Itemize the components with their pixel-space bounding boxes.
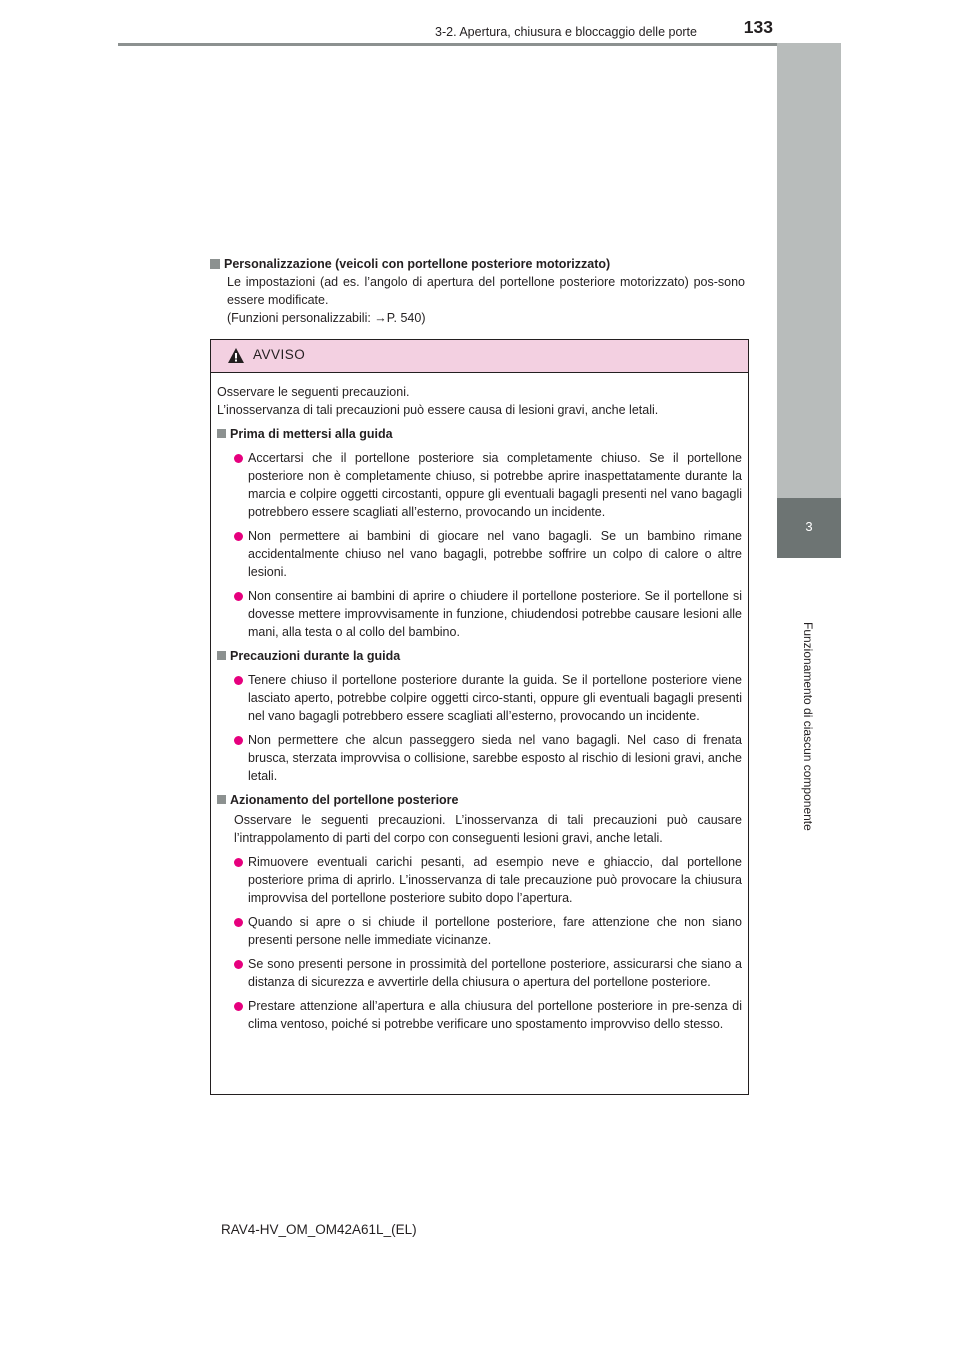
section-title: 3-2. Apertura, chiusura e bloccaggio delle porte (435, 25, 697, 39)
square-bullet-icon (217, 651, 226, 660)
warning-section-heading-text: Prima di mettersi alla guida (230, 427, 393, 441)
chapter-title: Funzionamento di ciascun componente (801, 622, 815, 831)
warning-bullet (217, 731, 742, 785)
warning-section-heading (217, 647, 742, 665)
warning-section-heading-text: Azionamento del portellone posteriore (230, 793, 459, 807)
warning-section-text: Osservare le seguenti precauzioni. L’inosservanza di tali precauzioni può causare l’intrappolamento di parti del corpo con conseguenti lesioni gravi, anche letali. (234, 813, 742, 845)
bullet-dot-icon (234, 918, 243, 927)
warning-section-heading (217, 425, 742, 443)
warning-bullet-text: Rimuovere eventuali carichi pesanti, ad esempio neve e ghiaccio, dal portellone posteriore prima di aprirlo. L’inosservanza di tale precauzione può provocare la chiusura improvvisa del portellone posteriore subito dopo l’apertura. (248, 855, 742, 905)
square-bullet-icon (210, 259, 220, 269)
warning-bullet (217, 955, 742, 991)
warning-bullet (217, 671, 742, 725)
warning-bullet-text: Accertarsi che il portellone posteriore sia completamente chiuso. Se il portellone posteriore non è completamente chiuso, si potrebbe aprire inaspettatamente durante la marcia e colpire oggetti circostanti, oppure gli eventuali bagagli presenti nel vano bagagli potrebbero essere scagliati all’esterno, provocando un incidente. (248, 451, 742, 519)
bullet-dot-icon (234, 736, 243, 745)
square-bullet-icon (217, 795, 226, 804)
document-code: RAV4-HV_OM_OM42A61L_(EL) (221, 1222, 417, 1237)
warning-section-heading-text: Precauzioni durante la guida (230, 649, 401, 663)
warning-bullet (217, 853, 742, 907)
intro-text: Le impostazioni (ad es. l’angolo di apertura del portellone posteriore motorizzato) pos-sono essere modificate. (227, 275, 745, 307)
warning-bullet-text: Non permettere che alcun passeggero sieda nel vano bagagli. Nel caso di frenata brusca, sterzata improvvisa o collisione, sarebbe esposto al rischio di lesioni gravi, anche letali. (248, 733, 742, 783)
chapter-tab (777, 498, 841, 558)
bullet-dot-icon (234, 960, 243, 969)
square-bullet-icon (217, 429, 226, 438)
intro-heading (210, 255, 745, 273)
warning-bullet-text: Prestare attenzione all’apertura e alla chiusura del portellone posteriore in pre-senza di clima ventoso, poiché si potrebbe verificare uno spostamento improvviso dello stesso. (248, 999, 742, 1031)
warning-bullet-text: Non permettere ai bambini di giocare nel vano bagagli. Se un bambino rimane accidentalmente chiuso nel vano bagagli, potrebbe soffrire un colpo di calore o altre lesioni. (248, 529, 742, 579)
warning-bullet (217, 527, 742, 581)
warning-bullet (217, 449, 742, 521)
bullet-dot-icon (234, 858, 243, 867)
warning-bullet-text: Non consentire ai bambini di aprire o chiudere il portellone posteriore. Se il portellone si dovesse mettere improvvisamente in funzione, chiudendosi potrebbe causare lesioni alle mani, alla testa o al collo del bambino. (248, 589, 742, 639)
intro-reference: (Funzioni personalizzabili: →P. 540) (227, 311, 426, 325)
intro-heading-text: Personalizzazione (veicoli con portellone posteriore motorizzato) (224, 257, 611, 271)
bullet-dot-icon (234, 454, 243, 463)
chapter-number: 3 (805, 519, 813, 534)
warning-body (211, 373, 748, 1033)
intro-section (210, 255, 745, 327)
bullet-dot-icon (234, 532, 243, 541)
page-number: 133 (743, 17, 773, 37)
warning-section-heading (217, 791, 742, 809)
warning-intro-line: L’inosservanza di tali precauzioni può essere causa di lesioni gravi, anche letali. (217, 403, 659, 417)
bullet-dot-icon (234, 1002, 243, 1011)
side-tab-track (777, 43, 841, 498)
bullet-dot-icon (234, 676, 243, 685)
warning-box (210, 339, 749, 1095)
warning-header (211, 340, 748, 373)
warning-bullet (217, 913, 742, 949)
warning-intro-line: Osservare le seguenti precauzioni. (217, 385, 410, 399)
bullet-dot-icon (234, 592, 243, 601)
warning-bullet-text: Se sono presenti persone in prossimità del portellone posteriore, assicurarsi che siano a distanza di sicurezza e avvertirle della chiusura o apertura del portellone posteriore. (248, 957, 742, 989)
warning-bullet-text: Tenere chiuso il portellone posteriore durante la guida. Se il portellone posteriore viene lasciato aperto, potrebbe colpire oggetti circo-stanti, oppure gli eventuali bagagli presenti nel vano bagagli potrebbero essere scagliati all’esterno, provocando un incidente. (248, 673, 742, 723)
warning-title: AVVISO (253, 347, 306, 362)
warning-bullet (217, 997, 742, 1033)
warning-bullet (217, 587, 742, 641)
warning-bullet-text: Quando si apre o si chiude il portellone posteriore, fare attenzione che non siano presenti persone nelle immediate vicinanze. (248, 915, 742, 947)
warning-triangle-icon (227, 347, 245, 365)
header-rule (118, 43, 841, 46)
